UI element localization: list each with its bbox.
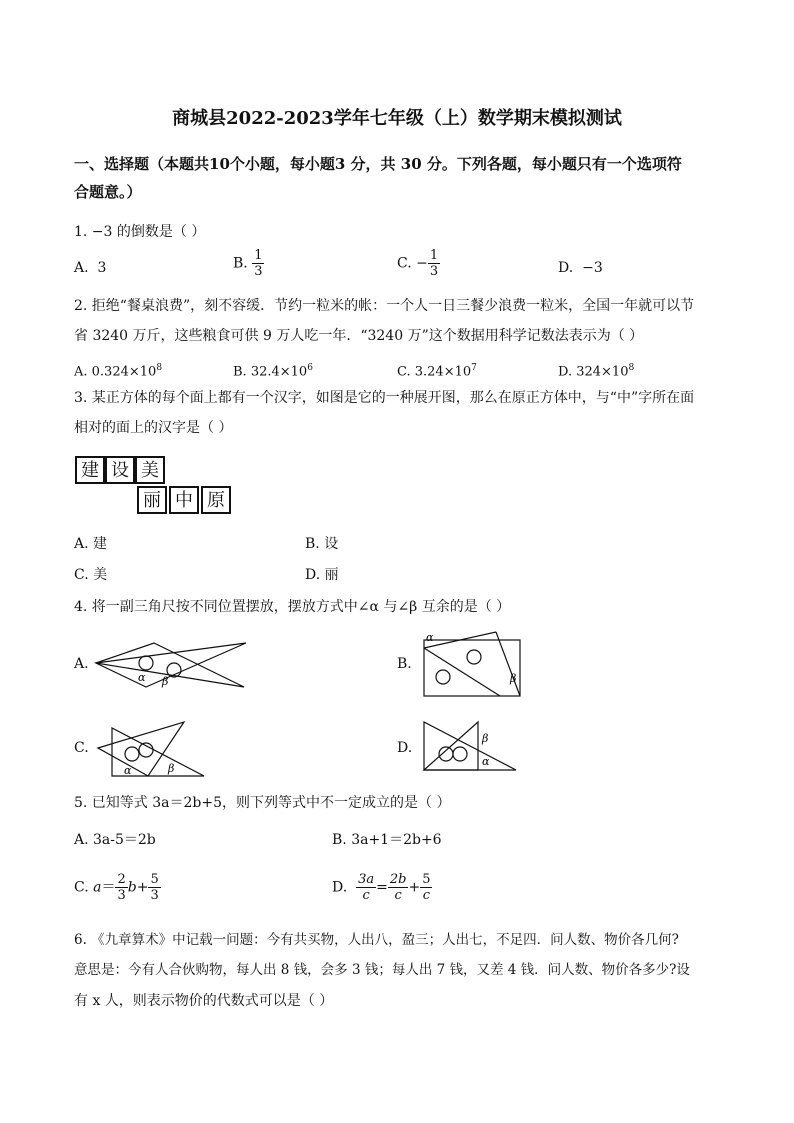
q2-option-d: D. $324\times 10^8$ [558, 363, 635, 380]
set-square-edge [496, 632, 520, 696]
hole-circle [125, 747, 139, 761]
q3-option-d: D. 丽 [305, 567, 339, 583]
section-heading-line2: 合题意。） [74, 183, 142, 201]
q3-option-b: B. 设 [305, 536, 339, 552]
net-cell: 设 [105, 456, 135, 484]
q2-option-b: B. $32.4\times 10^6$ [233, 363, 313, 380]
q1-b-fraction: $\frac{1}{3}$ [254, 248, 263, 279]
set-square-1 [424, 640, 520, 696]
net-cell: 丽 [137, 486, 167, 514]
q4-stem: 4. 将一副三角尺按不同位置摆放，摆放方式中∠α 与∠β 互余的是（ ） [74, 599, 511, 615]
q6-line1: 6. 《九章算术》中记载一问题：今有共买物，人出八，盈三；人出七，不足四．问人数、物价各几何? [74, 932, 679, 948]
q5-stem: 5. 已知等式 3a＝2b+5，则下列等式中不一定成立的是（ ） [74, 795, 451, 811]
set-square-1 [96, 643, 246, 687]
beta-label: β [162, 675, 169, 688]
q1-option-a: A. 3 [74, 260, 107, 276]
q3-line2: 相对的面上的汉字是（ ） [74, 420, 233, 436]
alpha-label: α [482, 755, 490, 768]
q2-line2: 省 3240 万斤，这些粮食可供 9 万人吃一年．“3240 万”这个数据用科学记数法表示为（ ） [74, 328, 644, 344]
triangle-figure-d [420, 718, 520, 774]
q4-label-c: C. [74, 740, 89, 756]
q1-stem: 1. −3 的倒数是（ ） [74, 224, 206, 240]
triangle-figure-a [94, 635, 250, 693]
alpha-label: α [426, 631, 434, 644]
section-heading-line1: 一、选择题（本题共10个小题，每小题3 分，共 30 分。下列各题，每小题只有一个选项符 [74, 155, 682, 173]
cube-net-figure [75, 456, 235, 520]
q2-option-c: C. $3.24\times 10^7$ [397, 363, 477, 380]
set-square-edge [424, 648, 500, 696]
q5-option-b: B. 3a+1＝2b+6 [332, 832, 442, 848]
net-cell: 中 [169, 486, 199, 514]
triangle-figure-c [94, 718, 208, 780]
q1-option-c: C. − $\frac{1}{3}$ [397, 248, 439, 279]
net-cell: 美 [135, 456, 165, 484]
q4-label-b: B. [397, 656, 412, 672]
q6-line2: 意思是：今有人合伙购物，每人出 8 钱，会多 3 钱；每人出 7 钱，又差 4 钱．问人数、物价各多少?设 [74, 962, 690, 978]
alpha-label: α [138, 671, 146, 684]
q3-option-a: A. 建 [74, 536, 108, 552]
q5-option-c: C. a＝ $\frac{2}{3}$ b+ $\frac{5}{3}$ [74, 872, 159, 903]
page-title: 商城县2022-2023学年七年级（上）数学期末模拟测试 [172, 108, 622, 129]
q2-line1: 2. 拒绝“餐桌浪费”，刻不容缓．节约一粒米的帐：一个人一日三餐少浪费一粒米，全国一年就可以节 [74, 298, 695, 314]
q3-option-c: C. 美 [74, 567, 108, 583]
triangle-figure-b [420, 630, 524, 698]
q4-label-a: A. [74, 656, 89, 672]
q5-option-a: A. 3a-5＝2b [74, 832, 156, 848]
q1-option-d: D. −3 [558, 260, 603, 276]
net-cell: 原 [201, 486, 231, 514]
q6-line3: 有 x 人，则表示物价的代数式可以是（ ） [74, 993, 334, 1009]
q1-c-fraction: $\frac{1}{3}$ [429, 248, 439, 279]
hole-circle [453, 747, 467, 761]
hole-circle [436, 670, 450, 684]
q1-option-b: B. $\frac{1}{3}$ [233, 248, 263, 279]
q2-option-a: A. $0.324\times 10^8$ [74, 363, 163, 380]
q3-line1: 3. 某正方体的每个面上都有一个汉字，如图是它的一种展开图，那么在原正方体中，与“中”字所在面 [74, 390, 695, 406]
beta-label: β [510, 672, 517, 685]
hole-circle [467, 650, 481, 664]
q5-option-d: D. $\frac{3a}{c}$ = $\frac{2b}{c}$ + $\frac{5}{c}$ [332, 872, 431, 903]
q4-label-d: D. [397, 740, 413, 756]
beta-label: β [482, 732, 489, 745]
hole-circle [139, 656, 153, 670]
beta-label: β [168, 762, 175, 775]
alpha-label: α [124, 764, 132, 777]
net-cell: 建 [75, 456, 105, 484]
